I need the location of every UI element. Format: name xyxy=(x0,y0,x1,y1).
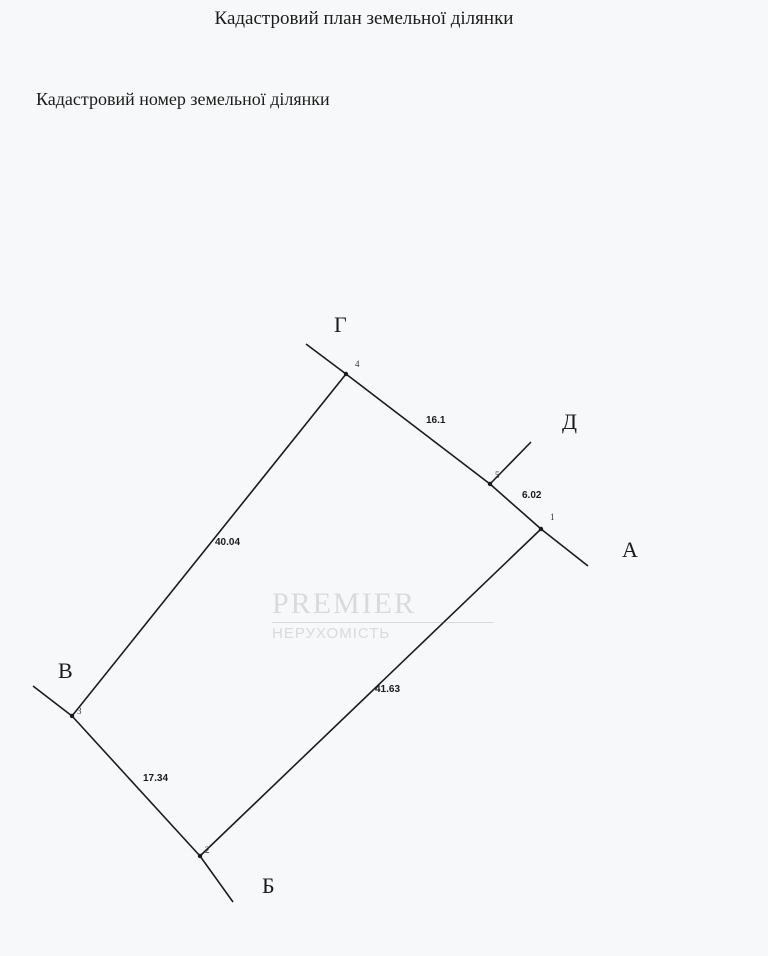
neighbor-line-g xyxy=(306,344,346,374)
point-number-4: 4 xyxy=(355,359,360,369)
neighbor-label-b: Б xyxy=(262,873,275,898)
side-length-4-5: 16.1 xyxy=(426,415,446,426)
neighbor-label-g: Г xyxy=(334,312,347,337)
neighbor-label-d: Д xyxy=(562,409,578,434)
boundary-side-3-4 xyxy=(72,374,346,716)
neighbor-line-b xyxy=(200,856,233,902)
side-length-5-1: 6.02 xyxy=(522,490,542,501)
boundary-side-2-3 xyxy=(72,716,200,856)
vertex-point-1 xyxy=(539,527,543,531)
vertex-point-3 xyxy=(70,714,74,718)
vertex-point-4 xyxy=(344,372,348,376)
boundary-side-1-2 xyxy=(200,529,541,856)
watermark-brand: PREMIER xyxy=(272,587,417,620)
side-length-2-3: 17.34 xyxy=(143,773,169,784)
point-number-2: 2 xyxy=(205,845,210,855)
neighbor-label-a: А xyxy=(622,537,638,562)
side-length-1-2: 41.63 xyxy=(375,684,401,695)
vertex-point-5 xyxy=(488,482,492,486)
boundary-side-4-5 xyxy=(346,374,490,484)
side-length-3-4: 40.04 xyxy=(215,537,241,548)
point-number-5: 5 xyxy=(495,470,500,480)
point-number-3: 3 xyxy=(77,706,82,716)
neighbor-label-v: В xyxy=(58,658,73,683)
point-number-1: 1 xyxy=(550,512,555,522)
vertex-point-2 xyxy=(198,854,202,858)
watermark-subtitle: НЕРУХОМІСТЬ xyxy=(272,622,494,642)
neighbor-line-v xyxy=(33,686,72,716)
neighbor-line-a xyxy=(541,529,588,566)
document-title: Кадастровий план земельної ділянки xyxy=(214,8,514,29)
cadastral-number-label: Кадастровий номер земельної ділянки xyxy=(36,89,330,109)
